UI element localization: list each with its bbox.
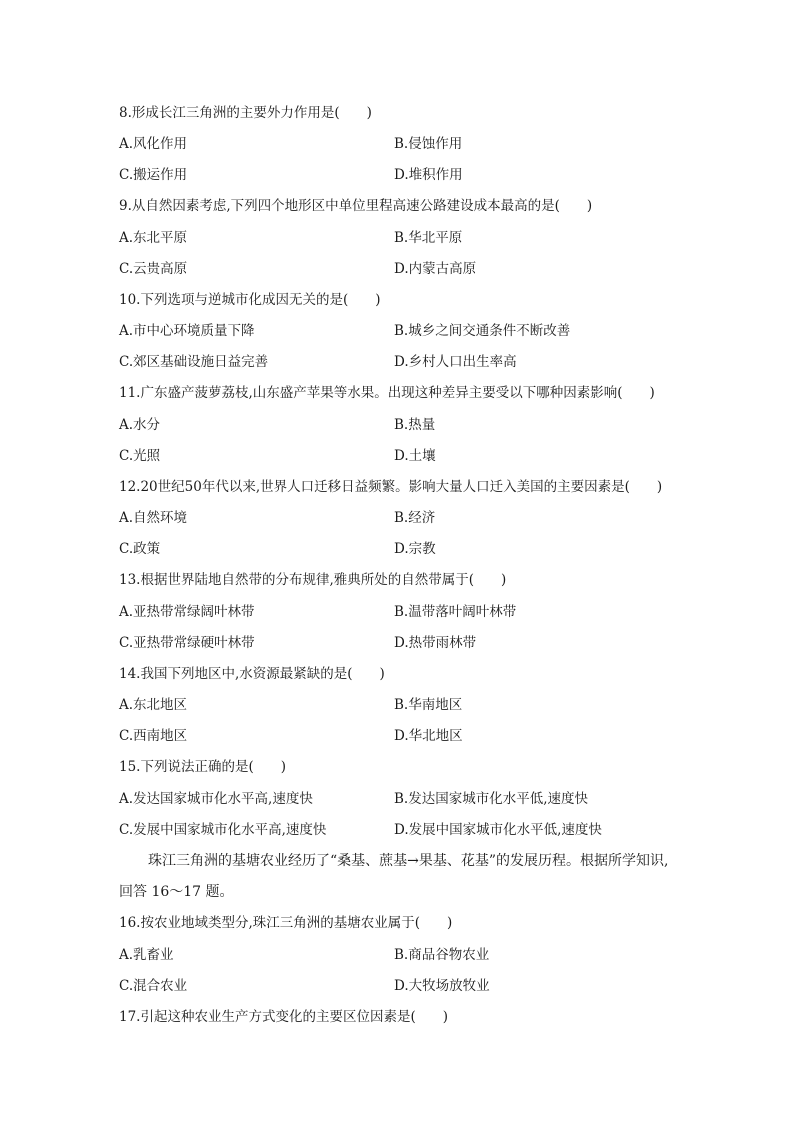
question-11-option-a: A.水分 bbox=[119, 417, 161, 433]
question-9-option-b: B.华北平原 bbox=[394, 230, 463, 246]
question-10-option-c: C.郊区基础设施日益完善 bbox=[119, 354, 269, 370]
question-14-option-c: C.西南地区 bbox=[119, 728, 188, 744]
question-16-option-d: D.大牧场放牧业 bbox=[394, 978, 490, 994]
passage-line-2: 回答 16～17 题。 bbox=[119, 884, 234, 900]
question-9-option-d: D.内蒙古高原 bbox=[394, 261, 477, 277]
question-11-option-b: B.热量 bbox=[394, 417, 436, 433]
question-15-option-c: C.发展中国家城市化水平高,速度快 bbox=[119, 822, 327, 838]
question-10-option-a: A.市中心环境质量下降 bbox=[119, 323, 255, 339]
question-9-stem: 9.从自然因素考虑,下列四个地形区中单位里程高速公路建设成本最高的是( ) bbox=[119, 198, 593, 214]
question-8-option-c: C.搬运作用 bbox=[119, 167, 188, 183]
question-13-option-c: C.亚热带常绿硬叶林带 bbox=[119, 635, 255, 651]
question-15-option-b: B.发达国家城市化水平低,速度快 bbox=[394, 791, 589, 807]
question-12-option-c: C.政策 bbox=[119, 541, 161, 557]
question-15-option-a: A.发达国家城市化水平高,速度快 bbox=[119, 791, 313, 807]
question-13-stem: 13.根据世界陆地自然带的分布规律,雅典所处的自然带属于( ) bbox=[119, 572, 507, 588]
question-8-option-b: B.侵蚀作用 bbox=[394, 136, 463, 152]
question-12-option-d: D.宗教 bbox=[394, 541, 436, 557]
question-10-option-d: D.乡村人口出生率高 bbox=[394, 354, 517, 370]
question-17-stem: 17.引起这种农业生产方式变化的主要区位因素是( ) bbox=[119, 1009, 449, 1025]
question-14-option-b: B.华南地区 bbox=[394, 697, 463, 713]
question-8-option-d: D.堆积作用 bbox=[394, 167, 463, 183]
question-10-option-b: B.城乡之间交通条件不断改善 bbox=[394, 323, 571, 339]
question-10-stem: 10.下列选项与逆城市化成因无关的是( ) bbox=[119, 292, 381, 308]
question-9-option-c: C.云贵高原 bbox=[119, 261, 188, 277]
question-16-option-b: B.商品谷物农业 bbox=[394, 947, 490, 963]
question-14-option-a: A.东北地区 bbox=[119, 697, 188, 713]
question-16-option-c: C.混合农业 bbox=[119, 978, 188, 994]
question-12-option-b: B.经济 bbox=[394, 510, 436, 526]
question-15-option-d: D.发展中国家城市化水平低,速度快 bbox=[394, 822, 602, 838]
question-11-stem: 11.广东盛产菠萝荔枝,山东盛产苹果等水果。出现这种差异主要受以下哪种因素影响( ) bbox=[119, 385, 655, 401]
question-8-stem: 8.形成长江三角洲的主要外力作用是( ) bbox=[119, 105, 372, 121]
question-15-stem: 15.下列说法正确的是( ) bbox=[119, 759, 287, 775]
question-11-option-c: C.光照 bbox=[119, 448, 161, 464]
question-16-option-a: A.乳畜业 bbox=[119, 947, 174, 963]
question-13-option-d: D.热带雨林带 bbox=[394, 635, 477, 651]
question-14-option-d: D.华北地区 bbox=[394, 728, 463, 744]
question-13-option-a: A.亚热带常绿阔叶林带 bbox=[119, 604, 255, 620]
question-16-stem: 16.按农业地域类型分,珠江三角洲的基塘农业属于( ) bbox=[119, 915, 453, 931]
question-12-option-a: A.自然环境 bbox=[119, 510, 188, 526]
passage-line-1: 珠江三角洲的基塘农业经历了“桑基、蔗基→果基、花基”的发展历程。根据所学知识, bbox=[148, 853, 669, 869]
question-9-option-a: A.东北平原 bbox=[119, 230, 188, 246]
question-8-option-a: A.风化作用 bbox=[119, 136, 188, 152]
question-14-stem: 14.我国下列地区中,水资源最紧缺的是( ) bbox=[119, 666, 385, 682]
question-12-stem: 12.20世纪50年代以来,世界人口迁移日益频繁。影响大量人口迁入美国的主要因素是( ) bbox=[119, 479, 663, 495]
question-13-option-b: B.温带落叶阔叶林带 bbox=[394, 604, 517, 620]
question-11-option-d: D.土壤 bbox=[394, 448, 436, 464]
